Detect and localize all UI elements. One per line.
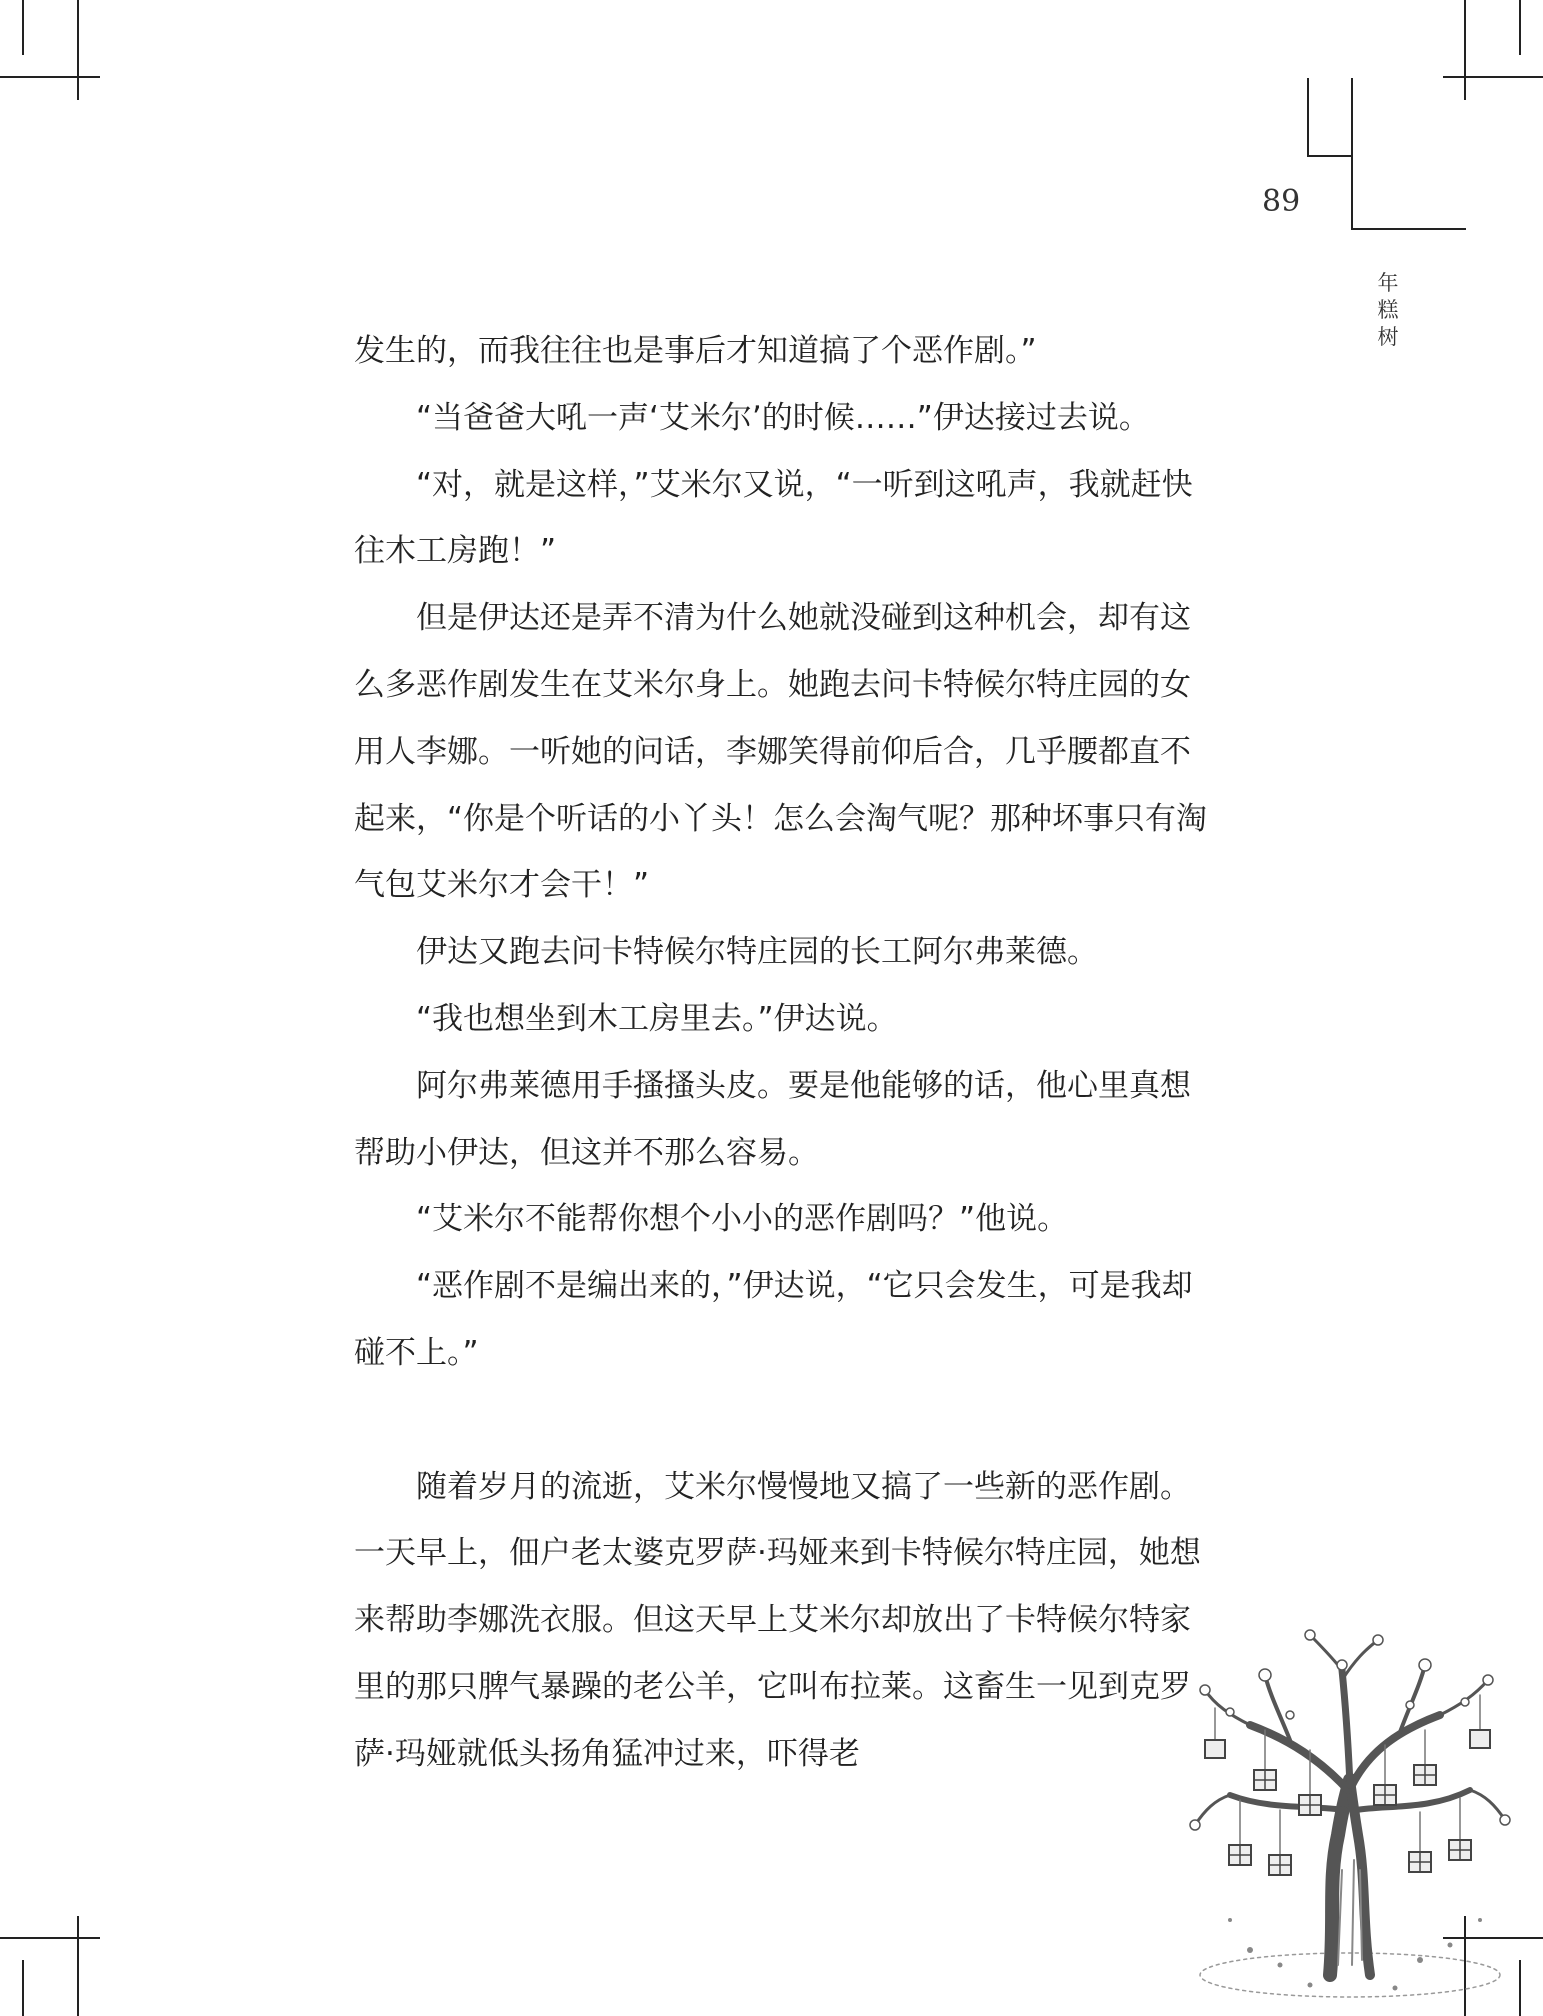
tree-with-hanging-gift-boxes-icon [1170,1620,1530,2010]
running-title-char: 树 [1377,325,1399,349]
paragraph: 发生的，而我往往也是事后才知道搞了个恶作剧。” [354,333,1037,369]
paragraph: “当爸爸大吼一声‘艾米尔’的时候……”伊达接过去说。 [416,399,1150,436]
paragraph: “恶作剧不是编出来的，”伊达说，“它只会发生，可是我却碰不上。” [354,1268,1193,1371]
paragraph: 阿尔弗莱德用手搔搔头皮。要是他能够的话，他心里真想帮助小伊达，但这并不那么容易。 [354,1067,1191,1171]
page-number: 89 [1262,184,1301,219]
paragraph: 但是伊达还是弄不清为什么她就没碰到这种机会，却有这么多恶作剧发生在艾米尔身上。她跑去问卡特候尔特庄园的女用人李娜。一听她的问话，李娜笑得前仰后合，几乎腰都直不起来，“你是个听话的小丫头！怎么会淘气呢？那种坏事只有淘气包艾米尔才会干！” [354,600,1208,904]
body-text [354,318,1214,1788]
paragraph: 伊达又跑去问卡特候尔特庄园的长工阿尔弗莱德。 [416,934,1098,971]
section-break [354,1387,1214,1454]
paragraph: 随着岁月的流逝，艾米尔慢慢地又搞了一些新的恶作剧。一天早上，佃户老太婆克罗萨·玛娅来到卡特候尔特庄园，她想来帮助李娜洗衣服。但这天早上艾米尔却放出了卡特候尔特家里的那只脾气暴躁的老公羊，它叫布拉莱。这畜生一见到克罗萨·玛娅就低头扬角猛冲过来，吓得老 [354,1468,1201,1772]
paragraph: “艾米尔不能帮你想个小小的恶作剧吗？”他说。 [416,1201,1069,1238]
running-title-char: 年 [1377,271,1399,295]
paragraph: “我也想坐到木工房里去。”伊达说。 [416,1000,898,1037]
running-title [1368,270,1408,351]
running-title-char: 糕 [1377,298,1399,322]
paragraph: “对，就是这样，”艾米尔又说，“一听到这吼声，我就赶快往木工房跑！” [354,466,1193,570]
